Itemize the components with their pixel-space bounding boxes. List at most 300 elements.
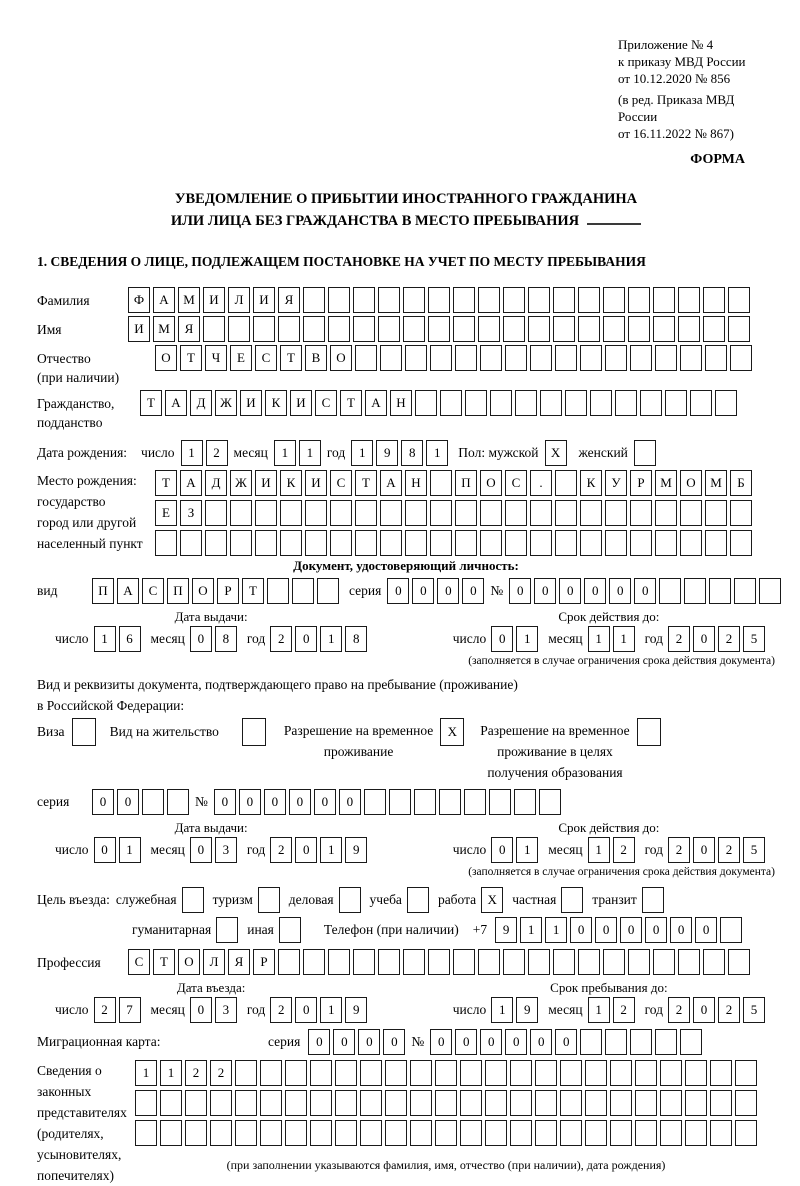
form-cell[interactable]: 1: [426, 440, 448, 466]
form-cell[interactable]: [680, 345, 702, 371]
form-cell[interactable]: А: [365, 390, 387, 416]
form-cell[interactable]: [267, 578, 289, 604]
form-cell[interactable]: [353, 316, 375, 342]
form-cell[interactable]: О: [330, 345, 352, 371]
form-cell[interactable]: М: [705, 470, 727, 496]
form-cell[interactable]: [410, 1120, 432, 1146]
form-cell[interactable]: 2: [185, 1060, 207, 1086]
form-cell[interactable]: [655, 530, 677, 556]
form-cell[interactable]: 0: [383, 1029, 405, 1055]
form-cell[interactable]: 0: [670, 917, 692, 943]
form-cell[interactable]: [590, 390, 612, 416]
form-cell[interactable]: 0: [333, 1029, 355, 1055]
form-cell[interactable]: [514, 789, 536, 815]
form-cell[interactable]: Я: [178, 316, 200, 342]
form-cell[interactable]: [610, 1120, 632, 1146]
form-cell[interactable]: 0: [295, 997, 317, 1023]
form-cell[interactable]: 0: [430, 1029, 452, 1055]
form-cell[interactable]: [260, 1090, 282, 1116]
form-cell[interactable]: А: [165, 390, 187, 416]
form-cell[interactable]: [528, 949, 550, 975]
form-cell[interactable]: [230, 500, 252, 526]
form-cell[interactable]: 1: [613, 626, 635, 652]
form-cell[interactable]: [255, 500, 277, 526]
form-cell[interactable]: [415, 390, 437, 416]
form-cell[interactable]: 0: [491, 626, 513, 652]
form-cell[interactable]: [580, 530, 602, 556]
form-cell[interactable]: [535, 1120, 557, 1146]
form-cell[interactable]: 1: [160, 1060, 182, 1086]
form-cell[interactable]: [735, 1120, 757, 1146]
form-cell[interactable]: П: [92, 578, 114, 604]
form-cell[interactable]: [585, 1060, 607, 1086]
form-cell[interactable]: [585, 1120, 607, 1146]
form-cell[interactable]: [678, 316, 700, 342]
form-cell[interactable]: [303, 287, 325, 313]
form-cell[interactable]: [653, 316, 675, 342]
form-cell[interactable]: Л: [203, 949, 225, 975]
form-cell[interactable]: 0: [559, 578, 581, 604]
form-cell[interactable]: [580, 1029, 602, 1055]
form-cell[interactable]: [735, 1090, 757, 1116]
form-cell[interactable]: [353, 949, 375, 975]
form-cell[interactable]: 0: [295, 626, 317, 652]
form-cell[interactable]: 0: [480, 1029, 502, 1055]
form-cell[interactable]: 5: [743, 997, 765, 1023]
form-cell[interactable]: 7: [119, 997, 141, 1023]
form-cell[interactable]: 0: [295, 837, 317, 863]
form-cell[interactable]: [310, 1120, 332, 1146]
form-cell[interactable]: Д: [205, 470, 227, 496]
form-cell[interactable]: [285, 1060, 307, 1086]
form-cell[interactable]: 0: [693, 997, 715, 1023]
form-cell[interactable]: [410, 1060, 432, 1086]
form-cell[interactable]: 0: [387, 578, 409, 604]
form-cell[interactable]: С: [330, 470, 352, 496]
form-cell[interactable]: [135, 1090, 157, 1116]
form-cell[interactable]: 0: [412, 578, 434, 604]
checkbox-male[interactable]: X: [545, 440, 567, 466]
form-cell[interactable]: 0: [584, 578, 606, 604]
form-cell[interactable]: [210, 1120, 232, 1146]
form-cell[interactable]: [685, 1120, 707, 1146]
form-cell[interactable]: [328, 949, 350, 975]
form-cell[interactable]: [310, 1090, 332, 1116]
form-cell[interactable]: [167, 789, 189, 815]
form-cell[interactable]: [653, 287, 675, 313]
form-cell[interactable]: [684, 578, 706, 604]
form-cell[interactable]: [510, 1060, 532, 1086]
form-cell[interactable]: [603, 949, 625, 975]
form-cell[interactable]: [430, 470, 452, 496]
form-cell[interactable]: [603, 316, 625, 342]
form-cell[interactable]: [428, 949, 450, 975]
form-cell[interactable]: Д: [190, 390, 212, 416]
form-cell[interactable]: [630, 500, 652, 526]
form-cell[interactable]: [680, 500, 702, 526]
checkbox-rvp[interactable]: X: [440, 718, 464, 746]
form-cell[interactable]: П: [455, 470, 477, 496]
form-cell[interactable]: 2: [210, 1060, 232, 1086]
form-cell[interactable]: [403, 287, 425, 313]
form-cell[interactable]: Ф: [128, 287, 150, 313]
form-cell[interactable]: [655, 1029, 677, 1055]
form-cell[interactable]: 0: [620, 917, 642, 943]
form-cell[interactable]: [310, 1060, 332, 1086]
form-cell[interactable]: 2: [668, 626, 690, 652]
form-cell[interactable]: [510, 1090, 532, 1116]
form-cell[interactable]: [660, 1060, 682, 1086]
form-cell[interactable]: 6: [119, 626, 141, 652]
form-cell[interactable]: О: [480, 470, 502, 496]
form-cell[interactable]: 0: [314, 789, 336, 815]
form-cell[interactable]: Я: [278, 287, 300, 313]
form-cell[interactable]: [580, 345, 602, 371]
form-cell[interactable]: 2: [718, 837, 740, 863]
form-cell[interactable]: [160, 1120, 182, 1146]
form-cell[interactable]: 0: [190, 626, 212, 652]
form-cell[interactable]: [185, 1090, 207, 1116]
form-cell[interactable]: [705, 345, 727, 371]
form-cell[interactable]: 8: [345, 626, 367, 652]
form-cell[interactable]: Т: [355, 470, 377, 496]
form-cell[interactable]: 0: [462, 578, 484, 604]
form-cell[interactable]: [485, 1120, 507, 1146]
form-cell[interactable]: [735, 1060, 757, 1086]
form-cell[interactable]: [460, 1060, 482, 1086]
form-cell[interactable]: 1: [545, 917, 567, 943]
form-cell[interactable]: [553, 316, 575, 342]
form-cell[interactable]: 1: [588, 626, 610, 652]
form-cell[interactable]: [610, 1090, 632, 1116]
form-cell[interactable]: [678, 287, 700, 313]
form-cell[interactable]: [385, 1060, 407, 1086]
form-cell[interactable]: [505, 530, 527, 556]
form-cell[interactable]: К: [580, 470, 602, 496]
form-cell[interactable]: [480, 500, 502, 526]
form-cell[interactable]: [378, 949, 400, 975]
form-cell[interactable]: Ж: [215, 390, 237, 416]
form-cell[interactable]: [478, 949, 500, 975]
form-cell[interactable]: 2: [718, 997, 740, 1023]
form-cell[interactable]: [710, 1060, 732, 1086]
form-cell[interactable]: .: [530, 470, 552, 496]
form-cell[interactable]: 8: [215, 626, 237, 652]
form-cell[interactable]: [734, 578, 756, 604]
form-cell[interactable]: [464, 789, 486, 815]
form-cell[interactable]: [355, 530, 377, 556]
form-cell[interactable]: 1: [351, 440, 373, 466]
form-cell[interactable]: [360, 1060, 382, 1086]
form-cell[interactable]: [380, 345, 402, 371]
form-cell[interactable]: [455, 530, 477, 556]
form-cell[interactable]: [428, 287, 450, 313]
form-cell[interactable]: [505, 500, 527, 526]
checkbox-study[interactable]: [407, 887, 429, 913]
form-cell[interactable]: 2: [718, 626, 740, 652]
form-cell[interactable]: З: [180, 500, 202, 526]
form-cell[interactable]: [565, 390, 587, 416]
form-cell[interactable]: [680, 1029, 702, 1055]
form-cell[interactable]: [465, 390, 487, 416]
form-cell[interactable]: [655, 500, 677, 526]
form-cell[interactable]: 2: [613, 997, 635, 1023]
form-cell[interactable]: 1: [516, 626, 538, 652]
form-cell[interactable]: [405, 530, 427, 556]
form-cell[interactable]: [530, 530, 552, 556]
form-cell[interactable]: [353, 287, 375, 313]
form-cell[interactable]: [605, 500, 627, 526]
form-cell[interactable]: [515, 390, 537, 416]
form-cell[interactable]: [665, 390, 687, 416]
form-cell[interactable]: [555, 470, 577, 496]
form-cell[interactable]: [364, 789, 386, 815]
form-cell[interactable]: [635, 1060, 657, 1086]
form-cell[interactable]: [435, 1060, 457, 1086]
form-cell[interactable]: [503, 949, 525, 975]
form-cell[interactable]: [703, 949, 725, 975]
form-cell[interactable]: [414, 789, 436, 815]
form-cell[interactable]: [630, 530, 652, 556]
form-cell[interactable]: И: [253, 287, 275, 313]
form-cell[interactable]: [553, 949, 575, 975]
form-cell[interactable]: [630, 345, 652, 371]
form-cell[interactable]: [653, 949, 675, 975]
form-cell[interactable]: С: [315, 390, 337, 416]
form-cell[interactable]: Н: [390, 390, 412, 416]
form-cell[interactable]: И: [290, 390, 312, 416]
form-cell[interactable]: [478, 287, 500, 313]
form-cell[interactable]: [490, 390, 512, 416]
form-cell[interactable]: [430, 345, 452, 371]
form-cell[interactable]: [730, 530, 752, 556]
form-cell[interactable]: М: [153, 316, 175, 342]
form-cell[interactable]: 0: [570, 917, 592, 943]
form-cell[interactable]: [553, 287, 575, 313]
form-cell[interactable]: [280, 530, 302, 556]
form-cell[interactable]: [439, 789, 461, 815]
form-cell[interactable]: [380, 500, 402, 526]
form-cell[interactable]: [703, 316, 725, 342]
checkbox-rvp-education[interactable]: [637, 718, 661, 746]
form-cell[interactable]: М: [178, 287, 200, 313]
form-cell[interactable]: 0: [437, 578, 459, 604]
form-cell[interactable]: [715, 390, 737, 416]
form-cell[interactable]: [540, 390, 562, 416]
form-cell[interactable]: [253, 316, 275, 342]
form-cell[interactable]: [690, 390, 712, 416]
form-cell[interactable]: 2: [270, 837, 292, 863]
form-cell[interactable]: [703, 287, 725, 313]
checkbox-other[interactable]: [279, 917, 301, 943]
form-cell[interactable]: [428, 316, 450, 342]
form-cell[interactable]: [630, 1029, 652, 1055]
form-cell[interactable]: [730, 500, 752, 526]
form-cell[interactable]: [635, 1120, 657, 1146]
form-cell[interactable]: М: [655, 470, 677, 496]
checkbox-transit[interactable]: [642, 887, 664, 913]
form-cell[interactable]: [440, 390, 462, 416]
form-cell[interactable]: [328, 316, 350, 342]
form-cell[interactable]: 0: [190, 837, 212, 863]
form-cell[interactable]: 9: [376, 440, 398, 466]
form-cell[interactable]: Т: [280, 345, 302, 371]
form-cell[interactable]: [405, 345, 427, 371]
form-cell[interactable]: [453, 949, 475, 975]
form-cell[interactable]: 2: [613, 837, 635, 863]
form-cell[interactable]: 0: [190, 997, 212, 1023]
form-cell[interactable]: [430, 500, 452, 526]
form-cell[interactable]: [203, 316, 225, 342]
form-cell[interactable]: 1: [181, 440, 203, 466]
form-cell[interactable]: Е: [230, 345, 252, 371]
form-cell[interactable]: [330, 500, 352, 526]
form-cell[interactable]: 0: [94, 837, 116, 863]
form-cell[interactable]: [578, 287, 600, 313]
form-cell[interactable]: 0: [289, 789, 311, 815]
form-cell[interactable]: [678, 949, 700, 975]
form-cell[interactable]: 1: [320, 997, 342, 1023]
checkbox-private[interactable]: [561, 887, 583, 913]
form-cell[interactable]: [478, 316, 500, 342]
form-cell[interactable]: [385, 1120, 407, 1146]
form-cell[interactable]: [628, 316, 650, 342]
form-cell[interactable]: О: [192, 578, 214, 604]
form-cell[interactable]: 0: [693, 626, 715, 652]
form-cell[interactable]: [305, 530, 327, 556]
form-cell[interactable]: [685, 1090, 707, 1116]
form-cell[interactable]: [539, 789, 561, 815]
form-cell[interactable]: 0: [214, 789, 236, 815]
form-cell[interactable]: [615, 390, 637, 416]
form-cell[interactable]: 0: [693, 837, 715, 863]
form-cell[interactable]: [510, 1120, 532, 1146]
form-cell[interactable]: 0: [530, 1029, 552, 1055]
form-cell[interactable]: [555, 530, 577, 556]
form-cell[interactable]: Е: [155, 500, 177, 526]
form-cell[interactable]: [155, 530, 177, 556]
form-cell[interactable]: [605, 345, 627, 371]
form-cell[interactable]: 1: [320, 626, 342, 652]
form-cell[interactable]: [555, 345, 577, 371]
form-cell[interactable]: Т: [153, 949, 175, 975]
checkbox-female[interactable]: [634, 440, 656, 466]
form-cell[interactable]: Л: [228, 287, 250, 313]
form-cell[interactable]: 2: [270, 997, 292, 1023]
form-cell[interactable]: 0: [455, 1029, 477, 1055]
form-cell[interactable]: А: [153, 287, 175, 313]
form-cell[interactable]: [560, 1120, 582, 1146]
form-cell[interactable]: [235, 1060, 257, 1086]
form-cell[interactable]: [603, 287, 625, 313]
form-cell[interactable]: С: [128, 949, 150, 975]
form-cell[interactable]: Р: [217, 578, 239, 604]
form-cell[interactable]: [528, 316, 550, 342]
form-cell[interactable]: 2: [94, 997, 116, 1023]
form-cell[interactable]: [455, 345, 477, 371]
checkbox-commercial[interactable]: [339, 887, 361, 913]
form-cell[interactable]: 0: [595, 917, 617, 943]
form-cell[interactable]: [705, 500, 727, 526]
form-cell[interactable]: 9: [345, 997, 367, 1023]
form-cell[interactable]: Б: [730, 470, 752, 496]
form-cell[interactable]: 0: [358, 1029, 380, 1055]
form-cell[interactable]: Я: [228, 949, 250, 975]
form-cell[interactable]: 1: [320, 837, 342, 863]
form-cell[interactable]: [709, 578, 731, 604]
form-cell[interactable]: А: [117, 578, 139, 604]
form-cell[interactable]: [720, 917, 742, 943]
form-cell[interactable]: [705, 530, 727, 556]
form-cell[interactable]: [285, 1090, 307, 1116]
form-cell[interactable]: [455, 500, 477, 526]
form-cell[interactable]: 1: [491, 997, 513, 1023]
form-cell[interactable]: [605, 530, 627, 556]
form-cell[interactable]: Т: [155, 470, 177, 496]
form-cell[interactable]: [385, 1090, 407, 1116]
form-cell[interactable]: [635, 1090, 657, 1116]
form-cell[interactable]: 1: [520, 917, 542, 943]
form-cell[interactable]: [142, 789, 164, 815]
form-cell[interactable]: 2: [668, 997, 690, 1023]
form-cell[interactable]: [460, 1120, 482, 1146]
form-cell[interactable]: [160, 1090, 182, 1116]
form-cell[interactable]: [278, 949, 300, 975]
form-cell[interactable]: [728, 316, 750, 342]
form-cell[interactable]: [260, 1060, 282, 1086]
form-cell[interactable]: [759, 578, 781, 604]
form-cell[interactable]: [535, 1090, 557, 1116]
form-cell[interactable]: [205, 500, 227, 526]
form-cell[interactable]: [303, 949, 325, 975]
form-cell[interactable]: Ч: [205, 345, 227, 371]
form-cell[interactable]: 9: [516, 997, 538, 1023]
form-cell[interactable]: [435, 1120, 457, 1146]
form-cell[interactable]: [292, 578, 314, 604]
form-cell[interactable]: [730, 345, 752, 371]
form-cell[interactable]: [280, 500, 302, 526]
form-cell[interactable]: [685, 1060, 707, 1086]
checkbox-visa[interactable]: [72, 718, 96, 746]
form-cell[interactable]: [578, 949, 600, 975]
form-cell[interactable]: 1: [299, 440, 321, 466]
form-cell[interactable]: К: [280, 470, 302, 496]
form-cell[interactable]: [453, 316, 475, 342]
form-cell[interactable]: [135, 1120, 157, 1146]
form-cell[interactable]: 2: [270, 626, 292, 652]
form-cell[interactable]: 2: [668, 837, 690, 863]
form-cell[interactable]: [330, 530, 352, 556]
form-cell[interactable]: [435, 1090, 457, 1116]
form-cell[interactable]: 1: [119, 837, 141, 863]
form-cell[interactable]: [555, 500, 577, 526]
form-cell[interactable]: [210, 1090, 232, 1116]
form-cell[interactable]: [305, 500, 327, 526]
form-cell[interactable]: [235, 1120, 257, 1146]
form-cell[interactable]: О: [680, 470, 702, 496]
form-cell[interactable]: [535, 1060, 557, 1086]
form-cell[interactable]: [328, 287, 350, 313]
form-cell[interactable]: [180, 530, 202, 556]
form-cell[interactable]: Р: [253, 949, 275, 975]
form-cell[interactable]: [430, 530, 452, 556]
form-cell[interactable]: 0: [634, 578, 656, 604]
form-cell[interactable]: 1: [588, 837, 610, 863]
form-cell[interactable]: [660, 1120, 682, 1146]
form-cell[interactable]: [378, 316, 400, 342]
form-cell[interactable]: [278, 316, 300, 342]
form-cell[interactable]: И: [255, 470, 277, 496]
